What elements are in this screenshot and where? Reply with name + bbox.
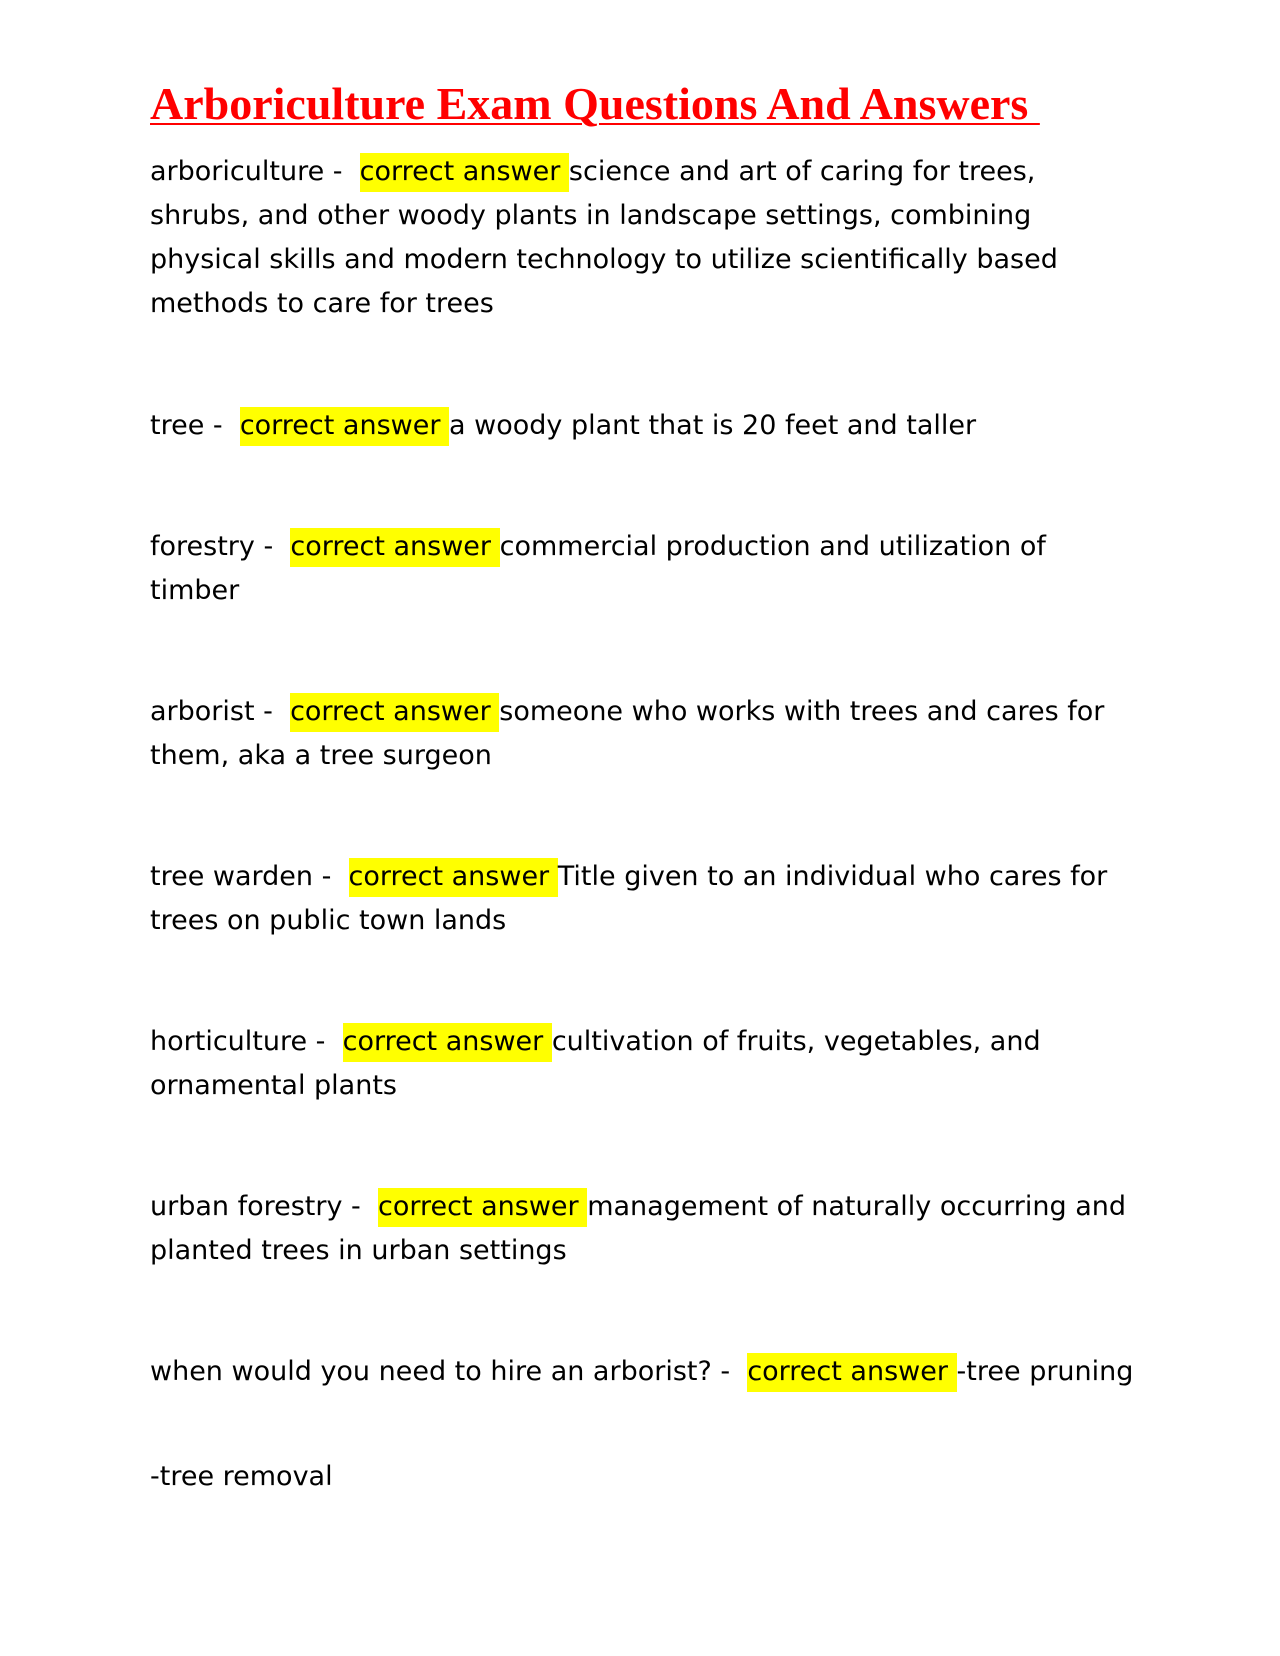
correct-answer-marker: correct answer <box>360 153 569 192</box>
qa-entry <box>150 855 1140 943</box>
correct-answer-marker: correct answer <box>290 693 499 732</box>
answer-continuation: -tree removal <box>150 1461 333 1492</box>
term: tree - <box>150 410 240 441</box>
term: horticulture - <box>150 1026 343 1057</box>
correct-answer-marker: correct answer <box>349 858 558 897</box>
answer-text: a woody plant that is 20 feet and taller <box>449 410 977 441</box>
qa-entry <box>150 690 1140 778</box>
correct-answer-marker: correct answer <box>747 1353 956 1392</box>
answer-text: science and art of caring for trees, shrubs, and other woody plants in landscape settings, combining physical skills and modern technology to utilize scientifically based methods to care for trees <box>150 156 1067 319</box>
answer-text: management of naturally occurring and planted trees in urban settings <box>150 1191 1135 1266</box>
answer-text: -tree pruning <box>956 1356 1134 1387</box>
correct-answer-marker: correct answer <box>378 1188 587 1227</box>
correct-answer-marker: correct answer <box>240 407 449 446</box>
document-title: Arboriculture Exam Questions And Answers <box>150 78 1040 129</box>
qa-entry <box>150 1020 1140 1108</box>
answer-text: commercial production and utilization of timber <box>150 531 1055 606</box>
term: arboriculture - <box>150 156 360 187</box>
qa-entry <box>150 404 976 448</box>
qa-entry <box>150 525 1140 613</box>
answer-text: Title given to an individual who cares for trees on public town lands <box>150 861 1116 936</box>
qa-entry <box>150 1350 1133 1394</box>
term: forestry - <box>150 531 291 562</box>
answer-text: cultivation of fruits, vegetables, and ornamental plants <box>150 1026 1050 1101</box>
term: tree warden - <box>150 861 349 892</box>
correct-answer-marker: correct answer <box>290 528 499 567</box>
correct-answer-marker: correct answer <box>343 1023 552 1062</box>
term: arborist - <box>150 696 291 727</box>
answer-text: someone who works with trees and cares for them, aka a tree surgeon <box>150 696 1113 771</box>
qa-entry <box>150 150 1140 326</box>
qa-entry <box>150 1185 1140 1273</box>
term: urban forestry - <box>150 1191 378 1222</box>
term: when would you need to hire an arborist? - <box>150 1356 748 1387</box>
